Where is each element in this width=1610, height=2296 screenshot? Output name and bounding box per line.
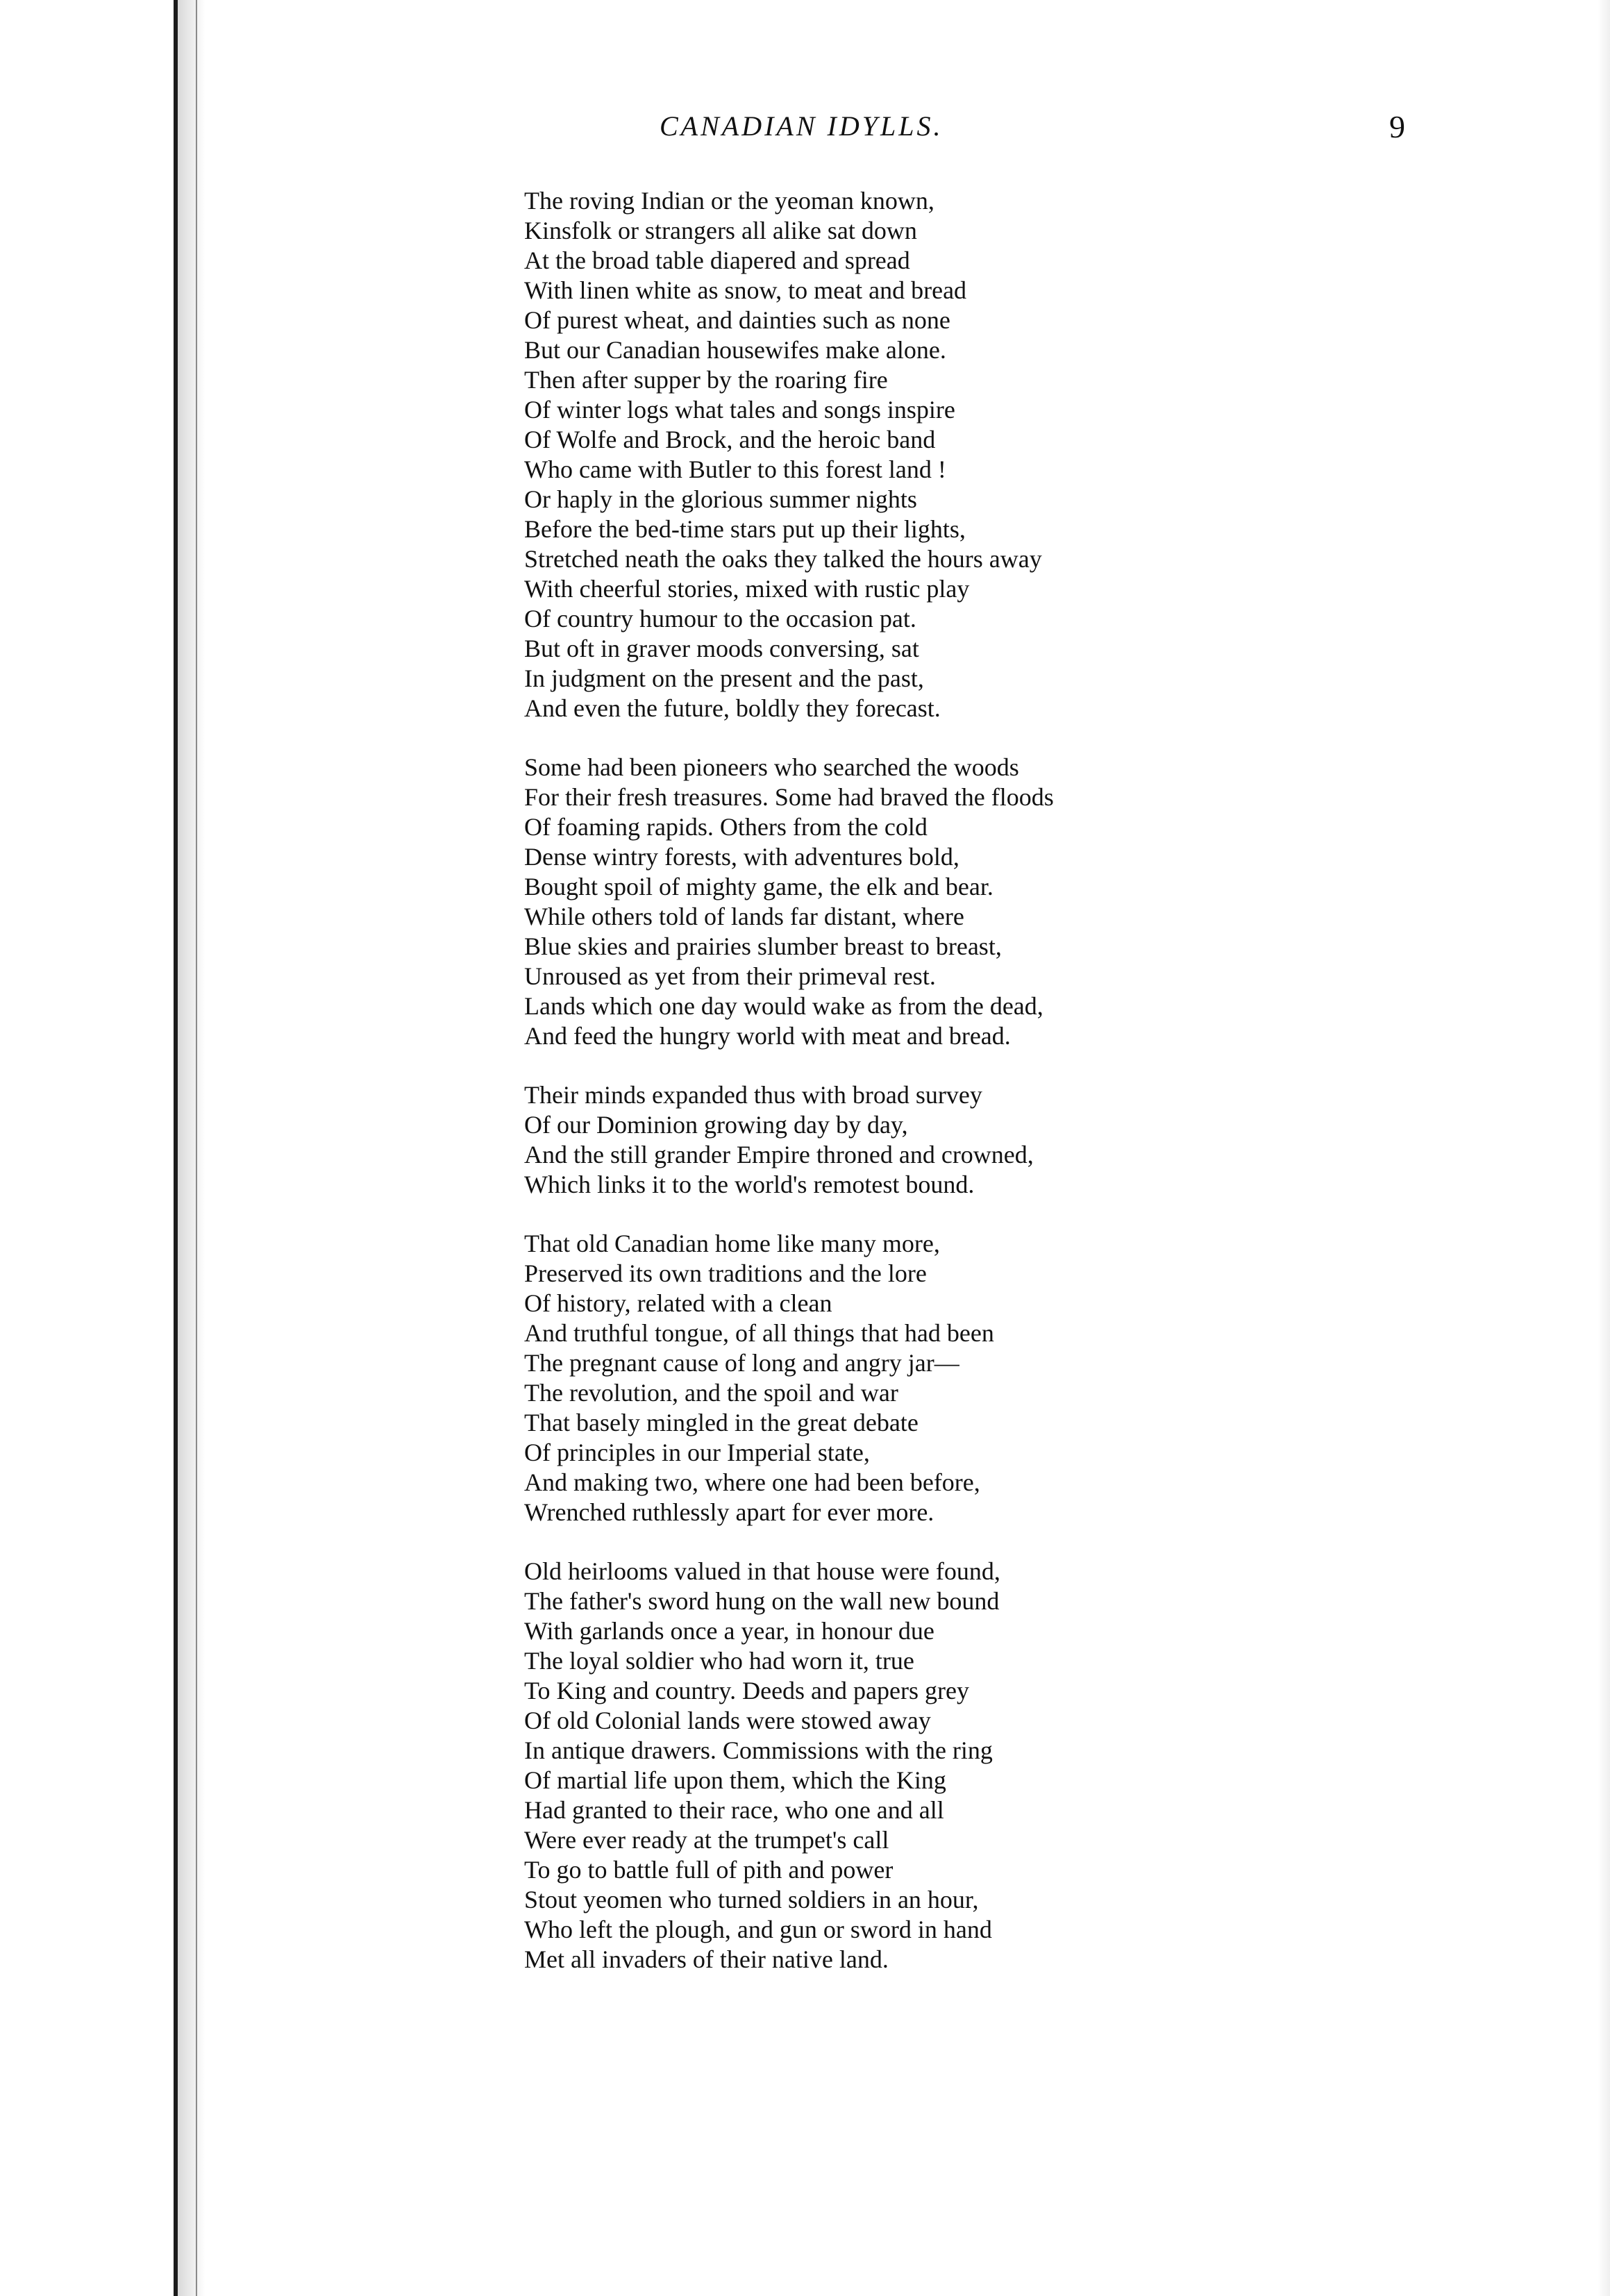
verse-line: Had granted to their race, who one and all — [524, 1796, 944, 1824]
verse-line: With linen white as snow, to meat and bread — [524, 276, 967, 304]
verse-line: With cheerful stories, mixed with rustic play — [524, 575, 970, 603]
verse-line: Met all invaders of their native land. — [524, 1945, 889, 1973]
verse-line: Then after supper by the roaring fire — [524, 366, 888, 394]
stanza — [524, 753, 1427, 1051]
verse-line: Unroused as yet from their primeval rest. — [524, 962, 936, 990]
verse-line: With garlands once a year, in honour due — [524, 1617, 934, 1645]
verse-line: Some had been pioneers who searched the woods — [524, 753, 1019, 781]
verse-line: And even the future, boldly they forecast. — [524, 694, 941, 722]
verse-line: That basely mingled in the great debate — [524, 1409, 919, 1436]
verse-line: Of principles in our Imperial state, — [524, 1439, 870, 1466]
verse-line: But our Canadian housewifes make alone. — [524, 336, 946, 364]
verse-line: Of foaming rapids. Others from the cold — [524, 813, 928, 841]
verse-line: Lands which one day would wake as from the dead, — [524, 992, 1043, 1020]
stanza — [524, 186, 1427, 723]
verse-line: Were ever ready at the trumpet's call — [524, 1826, 889, 1854]
verse-line: The roving Indian or the yeoman known, — [524, 187, 934, 215]
verse-line: To go to battle full of pith and power — [524, 1856, 894, 1884]
verse-line: Or haply in the glorious summer nights — [524, 485, 917, 513]
verse-line: In judgment on the present and the past, — [524, 664, 924, 692]
scan-margin — [0, 0, 174, 2296]
verse-line: Of winter logs what tales and songs inspire — [524, 396, 955, 424]
verse-line: Wrenched ruthlessly apart for ever more. — [524, 1498, 934, 1526]
verse-line: Of Wolfe and Brock, and the heroic band — [524, 426, 936, 453]
verse-line: And truthful tongue, of all things that had been — [524, 1319, 994, 1347]
stanza — [524, 1229, 1427, 1527]
verse-line: But oft in graver moods conversing, sat — [524, 635, 919, 662]
verse-line: The pregnant cause of long and angry jar— — [524, 1349, 959, 1377]
verse-line: The revolution, and the spoil and war — [524, 1379, 898, 1407]
verse-line: That old Canadian home like many more, — [524, 1230, 940, 1257]
verse-line: Who came with Butler to this forest land ! — [524, 455, 946, 483]
verse-line: Bought spoil of mighty game, the elk and bear. — [524, 873, 993, 900]
binding-shadow — [178, 0, 206, 2296]
verse-line: To King and country. Deeds and papers grey — [524, 1677, 969, 1704]
verse-line: Stretched neath the oaks they talked the hours away — [524, 545, 1042, 573]
running-title: CANADIAN IDYLLS. — [660, 110, 944, 142]
verse-line: And making two, where one had been before, — [524, 1468, 980, 1496]
verse-line: And the still grander Empire throned and crowned, — [524, 1141, 1034, 1168]
verse-line: And feed the hungry world with meat and bread. — [524, 1022, 1011, 1050]
page-right-edge — [1598, 0, 1610, 2296]
verse-line: Blue skies and prairies slumber breast to breast, — [524, 932, 1002, 960]
verse-line: Before the bed-time stars put up their lights, — [524, 515, 966, 543]
verse-line: Kinsfolk or strangers all alike sat down — [524, 217, 917, 244]
verse-line: Of our Dominion growing day by day, — [524, 1111, 908, 1139]
verse-line: In antique drawers. Commissions with the ring — [524, 1736, 993, 1764]
binding-edge — [174, 0, 178, 2296]
verse-line: At the broad table diapered and spread — [524, 246, 910, 274]
verse-line: Which links it to the world's remotest bound. — [524, 1171, 975, 1198]
verse-line: For their fresh treasures. Some had braved the floods — [524, 783, 1054, 811]
verse-line: Of purest wheat, and dainties such as none — [524, 306, 950, 334]
stanza — [524, 1080, 1427, 1200]
verse-line: Preserved its own traditions and the lore — [524, 1259, 927, 1287]
verse-line: The father's sword hung on the wall new bound — [524, 1587, 1000, 1615]
poem-body — [524, 186, 1427, 2004]
verse-line: Of old Colonial lands were stowed away — [524, 1707, 931, 1734]
verse-line: Old heirlooms valued in that house were found, — [524, 1557, 1000, 1585]
verse-line: The loyal soldier who had worn it, true — [524, 1647, 914, 1675]
stanza — [524, 1557, 1427, 1975]
running-head — [208, 110, 1405, 151]
verse-line: Who left the plough, and gun or sword in hand — [524, 1916, 992, 1943]
verse-line: Of history, related with a clean — [524, 1289, 832, 1317]
verse-line: Dense wintry forests, with adventures bold, — [524, 843, 959, 871]
verse-line: Of country humour to the occasion pat. — [524, 605, 916, 632]
binding-fold-line — [196, 0, 197, 2296]
verse-line: Of martial life upon them, which the King — [524, 1766, 946, 1794]
verse-line: Stout yeomen who turned soldiers in an hour, — [524, 1886, 979, 1913]
verse-line: While others told of lands far distant, where — [524, 903, 964, 930]
page-number: 9 — [1389, 109, 1405, 144]
verse-line: Their minds expanded thus with broad survey — [524, 1081, 982, 1109]
